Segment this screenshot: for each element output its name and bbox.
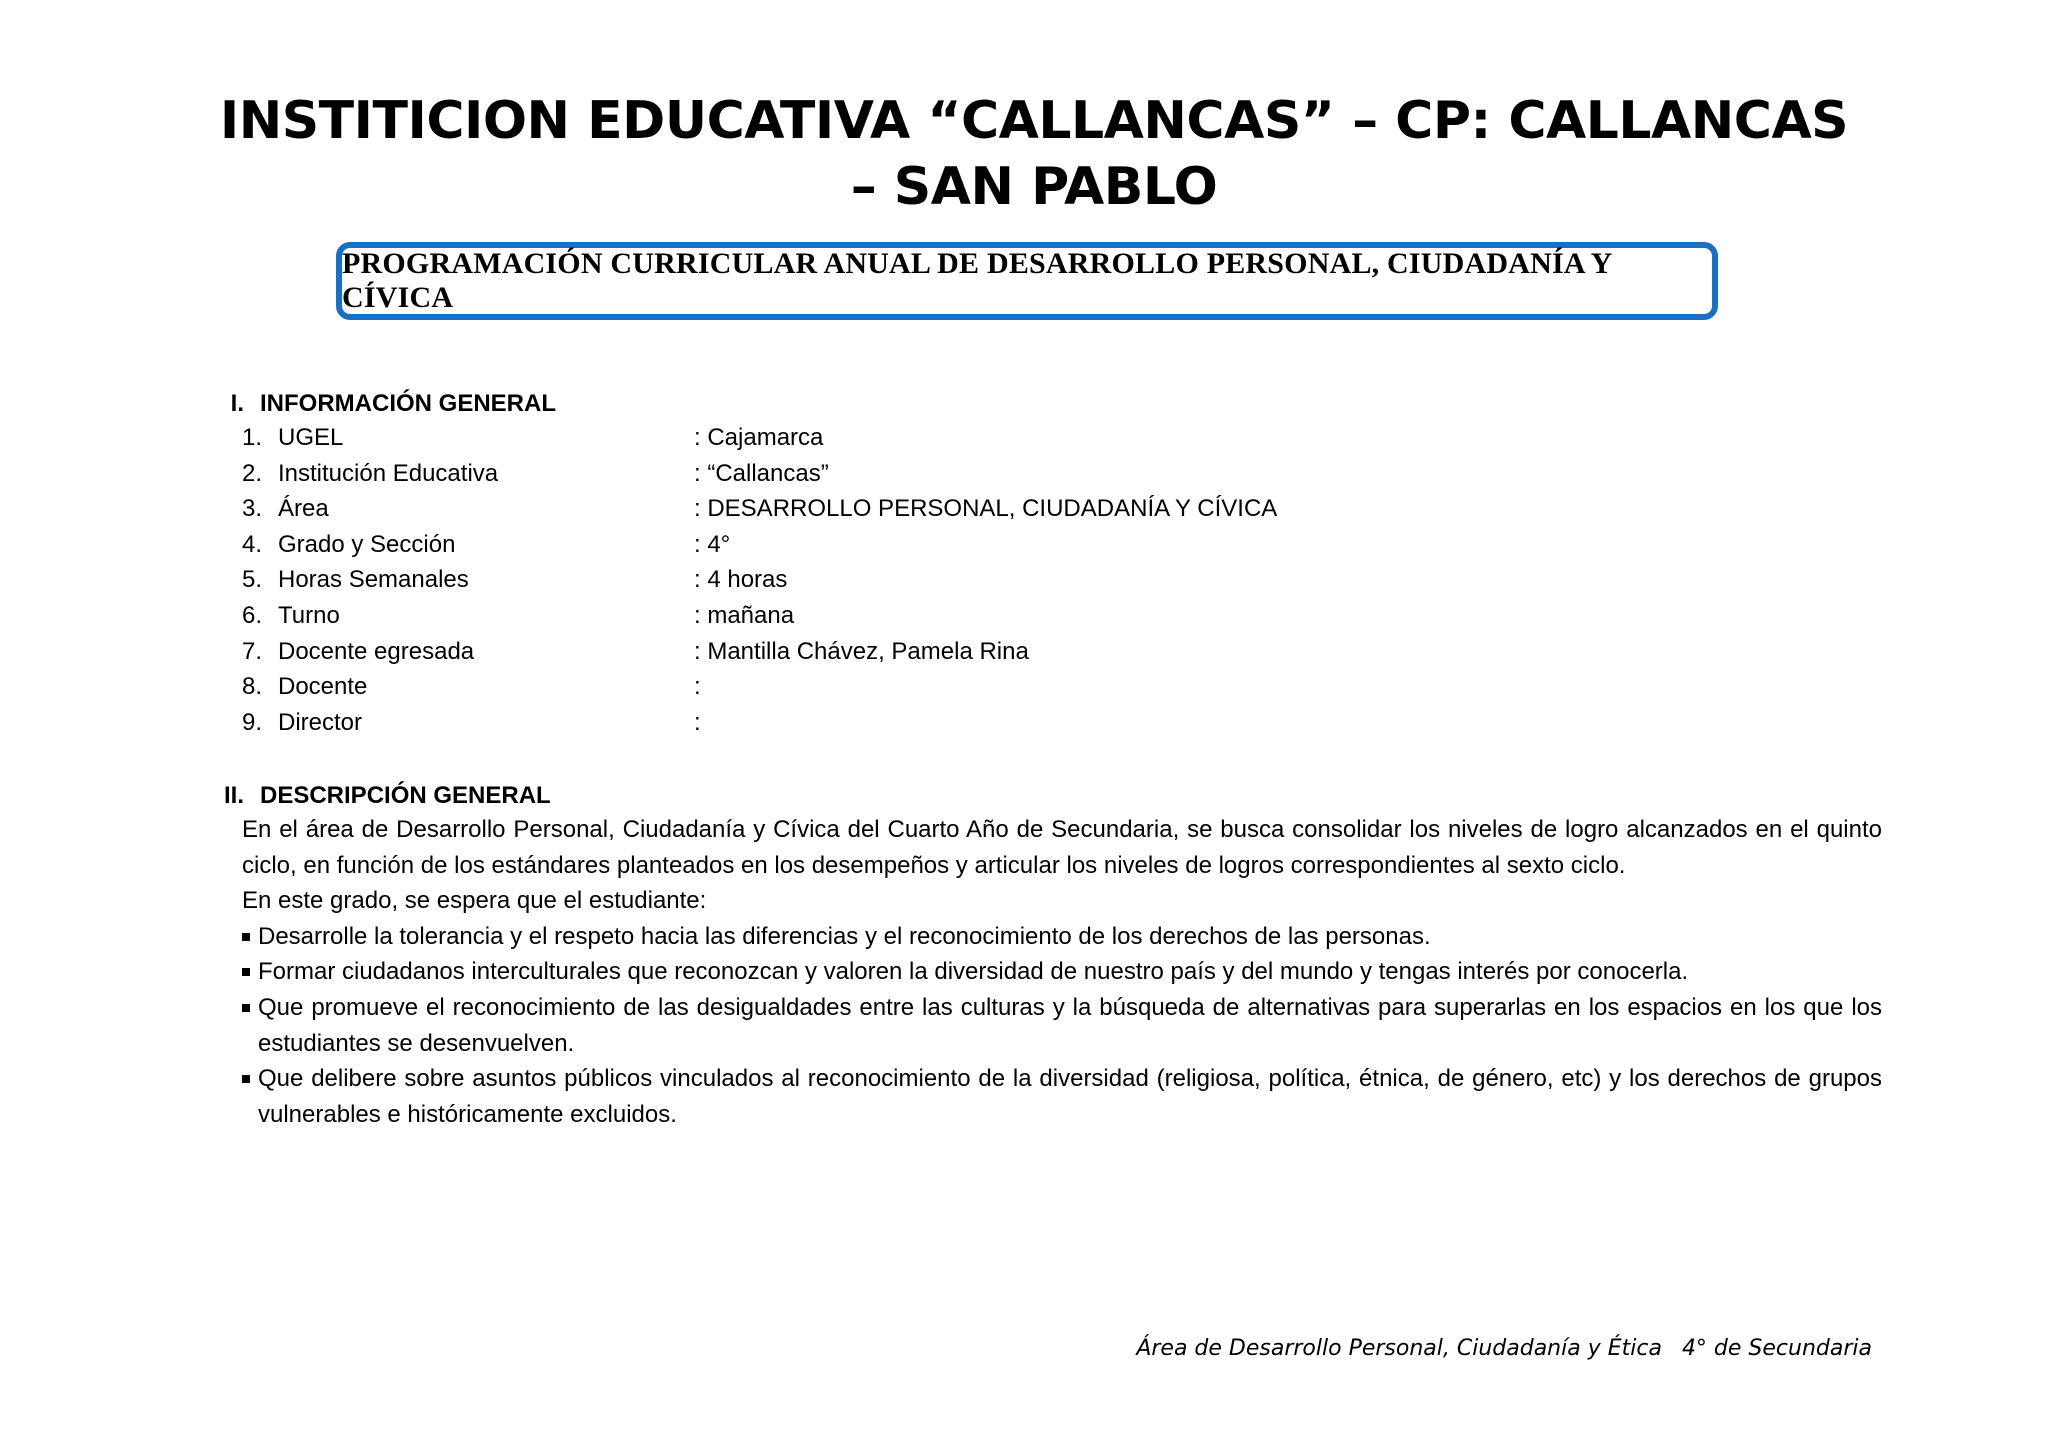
info-value: : [694,708,701,736]
list-item-text: Formar ciudadanos interculturales que reconozcan y valoren la diversidad de nuestro país y del mundo y tengas interés por conocerla. [258,958,1689,986]
info-num: 5. [242,566,263,594]
list-item-text: Desarrolle la tolerancia y el respeto hacia las diferencias y el reconocimiento de los derechos de las personas. [258,922,1431,950]
section-2-number: II. [223,782,244,809]
info-value: : 4° [694,530,731,558]
info-num: 4. [242,530,263,558]
square-bullet-icon [242,1075,250,1083]
info-row-docente-egresada [242,634,1742,670]
page-footer [1136,1336,1872,1361]
info-row-docente [242,669,1742,705]
list-item-text: Que promueve el reconocimiento de las desigualdades entre las culturas y la búsqueda de alternativas para superarlas en los espacios en los que los estudiantes se desenvuelven. [258,993,1882,1057]
school-title: INSTITICION EDUCATIVA “CALLANCAS” – CP: CALLANCAS – SAN PABLO [219,91,1849,217]
info-num: 9. [242,708,263,736]
info-label: Horas Semanales [278,566,469,594]
footer-grade: 4° de Secundaria [1681,1336,1872,1361]
info-row-ugel [242,420,1742,456]
info-value: : Cajamarca [694,424,824,451]
info-row-area [242,491,1742,527]
info-row-director [242,705,1742,741]
info-label: Director [278,708,363,736]
description-paragraph: En el área de Desarrollo Personal, Ciudadanía y Cívica del Cuarto Año de Secundaria, se busca consolidar los niveles de logro alcanzados en el quinto ciclo, en función de los estándares planteados en los desempeños y articular los niveles de logros correspondientes al sexto ciclo. [242,816,1882,879]
square-bullet-icon [242,1004,250,1012]
section-1-heading [200,386,556,422]
general-description [242,812,1882,1132]
info-num: 3. [242,495,263,523]
info-num: 8. [242,673,263,701]
info-value: : “Callancas” [694,459,829,487]
list-item-text: Que delibere sobre asuntos públicos vinculados al reconocimiento de la diversidad (religiosa, política, étnica, de género, etc) y los derechos de grupos vulnerables e históricamente excluidos. [258,1065,1882,1128]
info-row-horas [242,562,1742,598]
info-label: UGEL [278,424,344,451]
info-num: 6. [242,601,263,629]
info-label: Área [278,495,329,523]
list-item [242,954,1882,990]
info-label: Institución Educativa [278,459,499,487]
info-value: : 4 horas [694,566,788,594]
info-num: 1. [242,424,263,451]
square-bullet-icon [242,933,250,941]
info-label: Docente egresada [278,637,475,665]
info-value: : Mantilla Chávez, Pamela Rina [694,637,1029,665]
program-title-box [336,242,1718,320]
program-title: PROGRAMACIÓN CURRICULAR ANUAL DE DESARROLLO PERSONAL, CIUDADANÍA Y CÍVICA [342,247,1612,314]
section-2-title: DESCRIPCIÓN GENERAL [260,782,551,809]
general-info-list [242,420,1742,740]
info-value: : DESARROLLO PERSONAL, CIUDADANÍA Y CÍVICA [694,495,1278,523]
info-value: : mañana [694,601,795,629]
info-num: 2. [242,459,263,487]
square-bullet-icon [242,968,250,976]
info-value: : [694,673,701,701]
info-row-institucion [242,456,1742,492]
info-label: Docente [278,673,368,701]
section-1-title: INFORMACIÓN GENERAL [260,390,556,417]
list-item [242,1061,1882,1132]
description-intro: En este grado, se espera que el estudiante: [242,887,707,915]
list-item [242,990,1882,1061]
footer-area: Área de Desarrollo Personal, Ciudadanía y Ética [1136,1336,1662,1361]
expectations-list [242,919,1882,1133]
section-1-number: I. [230,390,244,417]
info-row-grado [242,527,1742,563]
info-row-turno [242,598,1742,634]
section-2-heading [200,778,551,814]
list-item [242,919,1882,955]
info-label: Turno [278,601,340,629]
info-num: 7. [242,637,263,665]
info-label: Grado y Sección [278,530,456,558]
